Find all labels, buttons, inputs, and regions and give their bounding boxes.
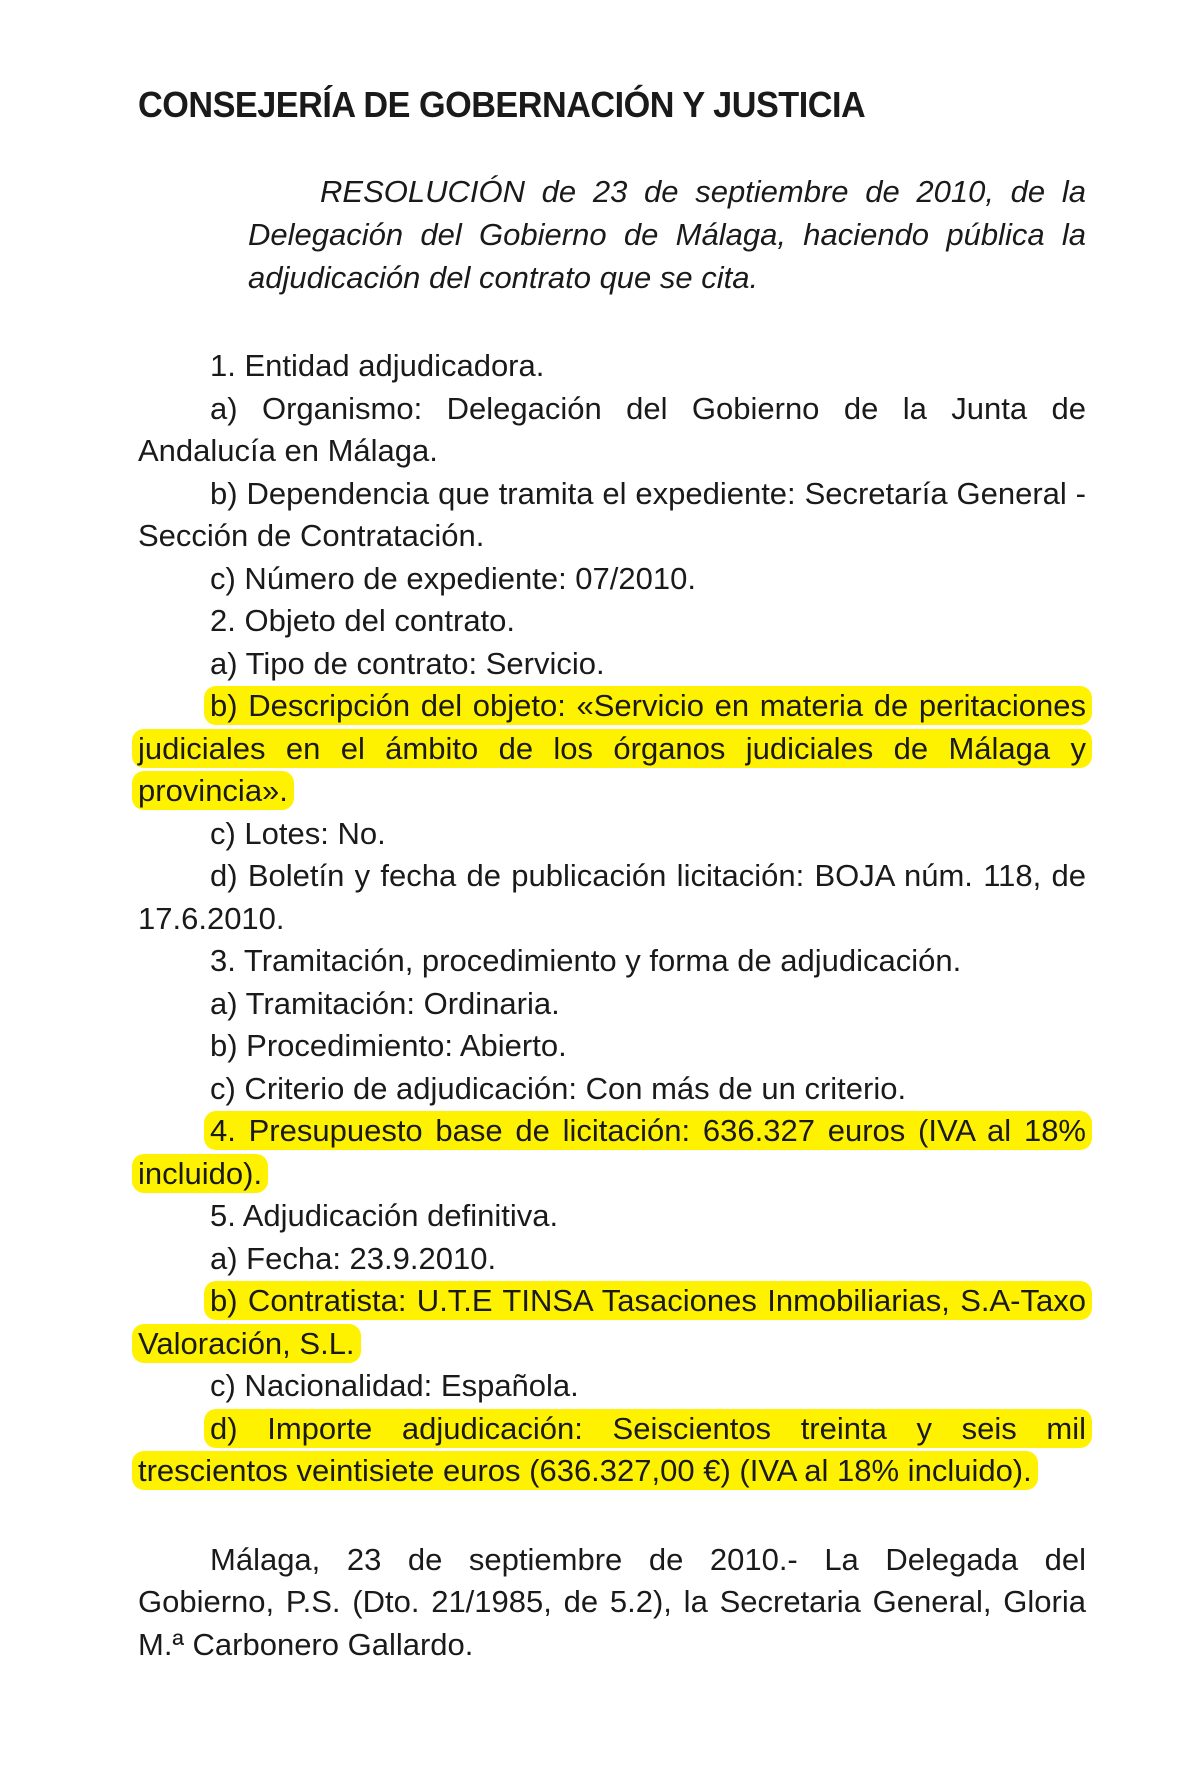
resolution-heading: RESOLUCIÓN de 23 de septiembre de 2010, de la Delegación del Gobierno de Málaga, haciendo pública la adjudicación del contrato que se cita.	[248, 174, 1086, 295]
highlight-mark: 4. Presupuesto base de licitación: 636.327 euros (IVA al 18% incluido).	[132, 1111, 1092, 1193]
item-2b-descripcion	[138, 685, 1086, 813]
document-body	[138, 345, 1086, 1493]
item-5a-fecha: a) Fecha: 23.9.2010.	[210, 1240, 497, 1276]
item-5c-nacionalidad: c) Nacionalidad: Española.	[210, 1368, 579, 1403]
highlight-mark: b) Descripción del objeto: «Servicio en materia de peritaciones judiciales en el ámbito de los órganos judiciales de Málaga y provincia».	[132, 686, 1092, 810]
item-1-entidad: 1. Entidad adjudicadora.	[210, 348, 545, 383]
item-1b-dependencia: b) Dependencia que tramita el expediente: Secretaría General - Sección de Contratación.	[138, 475, 1086, 553]
item-4-presupuesto	[138, 1110, 1086, 1195]
item-5-adjudicacion: 5. Adjudicación definitiva.	[210, 1198, 559, 1233]
item-2c-lotes: c) Lotes: No.	[210, 815, 386, 851]
item-2d-boletin: d) Boletín y fecha de publicación licitación: BOJA núm. 118, de 17.6.2010.	[138, 858, 1086, 936]
item-2-objeto: 2. Objeto del contrato.	[210, 603, 516, 638]
item-3-tramitacion: 3. Tramitación, procedimiento y forma de adjudicación.	[210, 943, 962, 978]
item-3c-criterio: c) Criterio de adjudicación: Con más de un criterio.	[210, 1070, 907, 1106]
item-1a-organismo: a) Organismo: Delegación del Gobierno de la Junta de Andalucía en Málaga.	[138, 390, 1086, 468]
item-1c-expediente: c) Número de expediente: 07/2010.	[210, 560, 696, 596]
item-2a-tipo: a) Tipo de contrato: Servicio.	[210, 645, 605, 681]
item-3b-procedimiento: b) Procedimiento: Abierto.	[210, 1028, 567, 1063]
highlight-mark: b) Contratista: U.T.E TINSA Tasaciones Inmobiliarias, S.A-Taxo Valoración, S.L.	[132, 1281, 1092, 1363]
signature-block: Málaga, 23 de septiembre de 2010.- La Delegada del Gobierno, P.S. (Dto. 21/1985, de 5.2), la Secretaria General, Gloria M.ª Carbonero Gallardo.	[138, 1541, 1086, 1662]
item-5b-contratista	[138, 1280, 1086, 1365]
highlight-mark: d) Importe adjudicación: Seiscientos treinta y seis mil trescientos veintisiete euros (636.327,00 €) (IVA al 18% incluido).	[132, 1409, 1092, 1491]
item-3a-tramitacion: a) Tramitación: Ordinaria.	[210, 985, 560, 1021]
item-5d-importe	[138, 1408, 1086, 1493]
org-title: CONSEJERÍA DE GOBERNACIÓN Y JUSTICIA	[138, 84, 866, 125]
